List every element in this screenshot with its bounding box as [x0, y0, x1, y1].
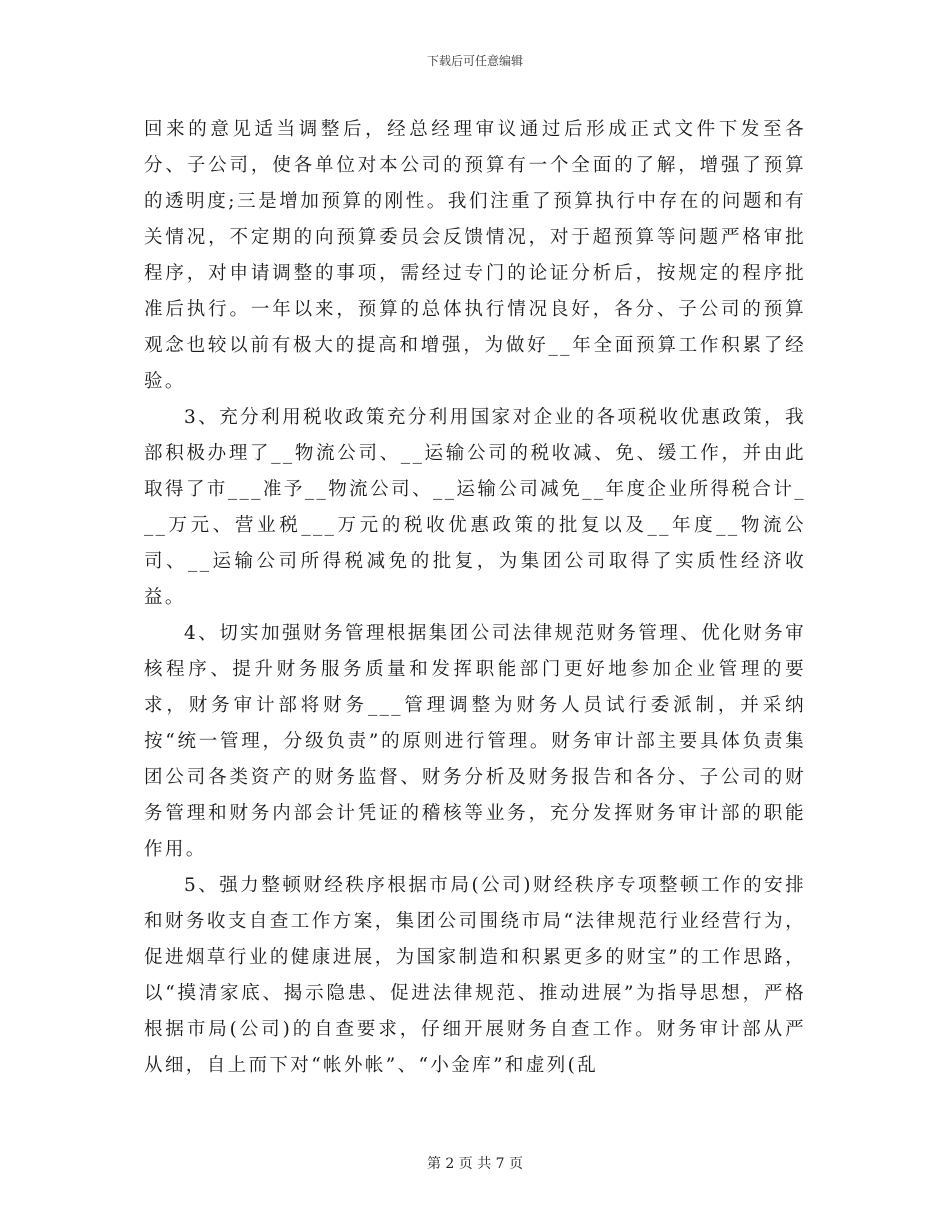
page-header: 下载后可任意编辑: [426, 54, 523, 68]
document-body: [144, 112, 806, 1084]
paragraph-financial-management: 4、切实加强财务管理根据集团公司法律规范财务管理、优化财务审核程序、提升财务服务质量和发挥职能部门更好地参加企业管理的要求，财务审计部将财务___管理调整为财务人员试行委派制，并采纳按“统一管理，分级负责”的原则进行管理。财务审计部主要具体负责集团公司各类资产的财务监督、财务分析及财务报告和各分、子公司的财务管理和财务内部会计凭证的稽核等业务，充分发挥财务审计部的职能作用。: [144, 623, 806, 860]
paragraph-budget-continuation: 回来的意见适当调整后，经总经理审议通过后形成正式文件下发至各分、子公司，使各单位对本公司的预算有一个全面的了解，增强了预算的透明度;三是增加预算的刚性。我们注重了预算执行中存在的问题和有关情况，不定期的向预算委员会反馈情况，对于超预算等问题严格审批程序，对申请调整的事项，需经过专门的论证分析后，按规定的程序批准后执行。一年以来，预算的总体执行情况良好，各分、子公司的预算观念也较以前有极大的提高和增强，为做好__年全面预算工作积累了经验。: [144, 119, 806, 392]
paragraph-financial-order: 5、强力整顿财经秩序根据市局(公司)财经秩序专项整顿工作的安排和财务收支自查工作方案，集团公司围绕市局“法律规范行业经营行为，促进烟草行业的健康进展，为国家制造和积累更多的财宝”的工作思路，以“摸清家底、揭示隐患、促进法律规范、推动进展”为指导思想，严格根据市局(公司)的自查要求，仔细开展财务自查工作。财务审计部从严从细，自上而下对“帐外帐”、“小金库”和虚列(乱: [144, 875, 806, 1076]
paragraph-tax-policy: 3、充分利用税收政策充分利用国家对企业的各项税收优惠政策，我部积极办理了__物流公司、__运输公司的税收减、免、缓工作，并由此取得了市___准予__物流公司、__运输公司减免__年度企业所得税合计___万元、营业税___万元的税收优惠政策的批复以及__年度__物流公司、__运输公司所得税减免的批复，为集团公司取得了实质性经济收益。: [144, 407, 806, 608]
page-footer: 第 2 页 共 7 页: [426, 1156, 524, 1172]
